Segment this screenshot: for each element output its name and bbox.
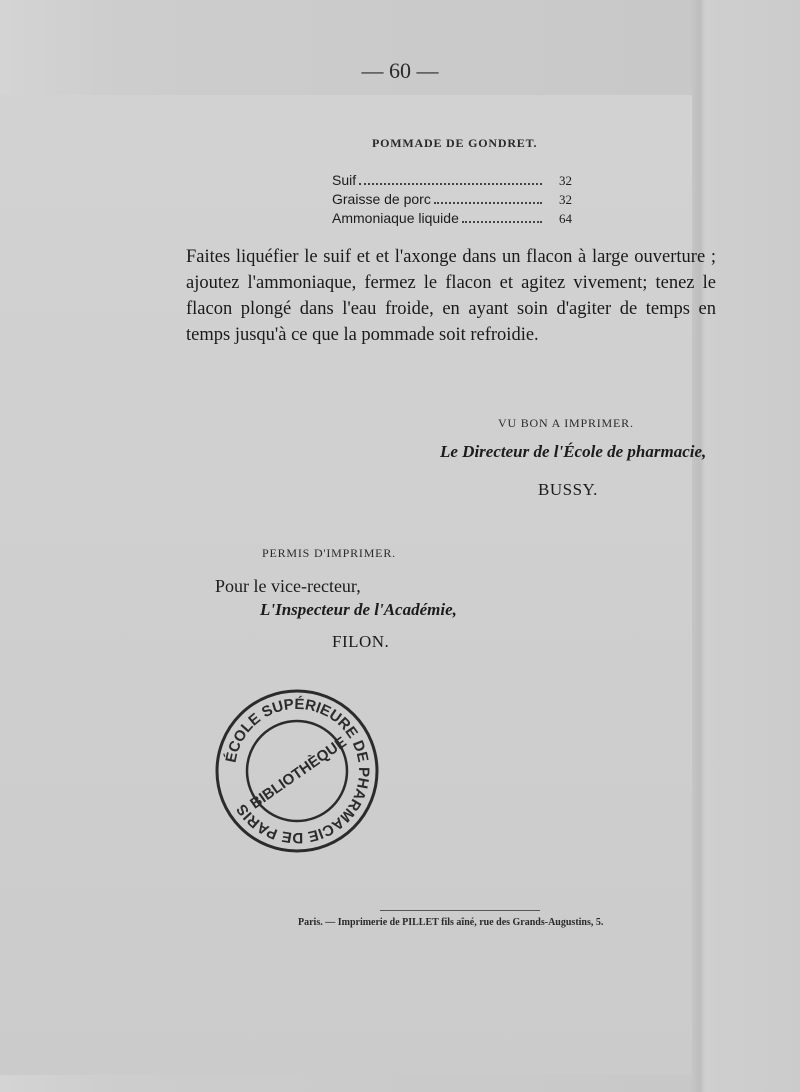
permit-heading: PERMIS D'IMPRIMER.: [262, 546, 396, 560]
leader-dots: [434, 202, 542, 204]
approval-title: Le Directeur de l'École de pharmacie,: [440, 442, 707, 461]
leader-dots: [359, 183, 542, 185]
recipe-row: [332, 210, 572, 229]
instructions-paragraph: Faites liquéfier le suif et et l'axonge dans un flacon à large ouverture ; ajoutez l'ammoniaque, fermez le flacon et agitez vivement; tenez le flacon plongé dans l'eau froide, en ayant soin d'agiter de temps en temps jusqu'à ce que la pommade soit refroidie.: [186, 247, 716, 345]
printer-imprint: Paris. — Imprimerie de PILLET fils aîné, rue des Grands-Augustins, 5.: [298, 917, 604, 928]
ingredient-quantity: 64: [559, 211, 572, 226]
permit-signatory: FILON.: [332, 632, 390, 651]
library-stamp: [212, 686, 382, 856]
page-number: — 60 —: [361, 58, 439, 83]
ingredient-name: Ammoniaque liquide: [332, 210, 459, 226]
footer-divider: [380, 910, 540, 911]
recipe-row: [332, 191, 572, 210]
recipe-list: [332, 172, 572, 229]
permit-title: L'Inspecteur de l'Académie,: [260, 600, 457, 619]
recipe-row: [332, 172, 572, 191]
stamp-inner-text: BIBLIOTHÈQUE: [247, 733, 350, 813]
leader-dots: [462, 221, 542, 223]
stamp-outer-text: ÉCOLE SUPÉRIEURE DE PHARMACIE DE PARIS: [222, 695, 373, 847]
ingredient-quantity: 32: [559, 173, 572, 188]
permit-line: Pour le vice-recteur,: [215, 576, 361, 596]
ingredient-name: Suif: [332, 172, 357, 188]
ingredient-quantity: 32: [559, 192, 572, 207]
approval-signatory: BUSSY.: [538, 480, 598, 499]
section-title: POMMADE DE GONDRET.: [372, 136, 538, 150]
approval-heading: VU BON A IMPRIMER.: [498, 416, 634, 430]
ingredient-name: Graisse de porc: [332, 191, 431, 207]
